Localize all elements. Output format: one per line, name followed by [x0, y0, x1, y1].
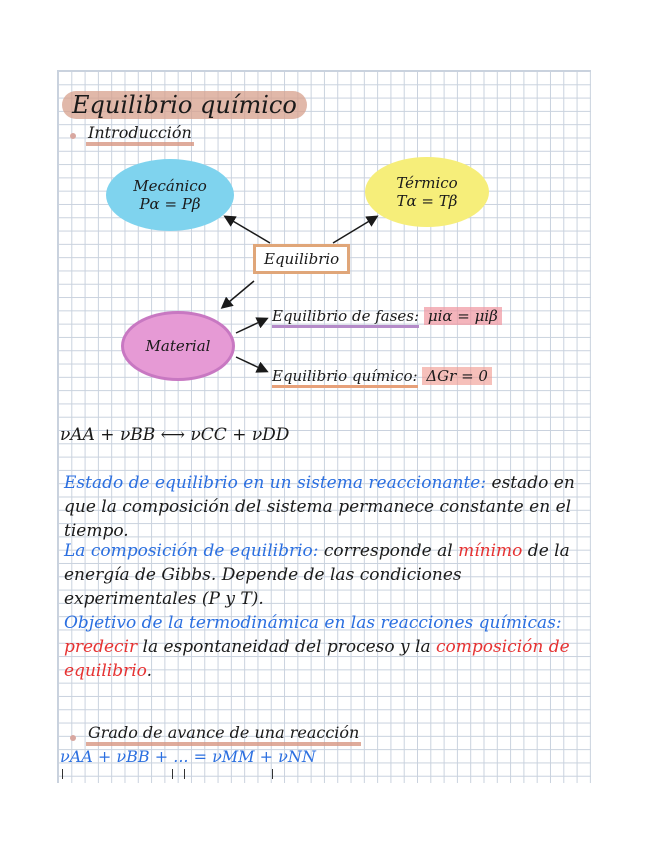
para2-black2: de la energía de Gibbs. Depende de las condiciones experimentales (P y T). [64, 541, 570, 609]
fases-label: Equilibrio de fases: [272, 307, 419, 328]
paragraph-composicion [64, 539, 584, 611]
para2-black1: corresponde al [318, 541, 459, 561]
para1-blue: Estado de equilibrio en un sistema reaccionante: [64, 473, 487, 493]
para3-blue: Objetivo de la termodinámica en las reacciones químicas: [64, 613, 562, 633]
para2-red: mínimo [458, 541, 523, 561]
para3-red2: composición de equilibrio [64, 637, 570, 681]
tick-mark [272, 769, 273, 779]
quimico-label: Equilibrio químico: [272, 367, 418, 388]
notebook-page [57, 70, 591, 783]
termico-formula: Tα = Tβ [396, 192, 458, 210]
paragraph-objetivo [64, 611, 584, 683]
paragraph-estado [64, 471, 584, 543]
para3-black1: la espontaneidad del proceso y la [137, 637, 437, 657]
arrow-to-quimico [236, 357, 266, 371]
para3-red1: predecir [64, 637, 138, 657]
para3-black2: . [146, 661, 152, 681]
mecanico-label: Mecánico [133, 177, 207, 195]
intro-heading: Introducción [86, 123, 194, 146]
tick-mark [172, 769, 173, 779]
reaction-equation: νAA + νBB ⟷ νCC + νDD [60, 425, 290, 445]
mecanico-formula: Pα = Pβ [139, 195, 201, 213]
equilibrio-box: Equilibrio [253, 244, 350, 274]
page-title: Equilibrio químico [62, 91, 307, 119]
reaction-equation-2: νAA + νBB + ... = νMM + νNN [60, 747, 316, 766]
quimico-formula: ΔGr = 0 [422, 367, 492, 385]
arrow-to-mecanico [226, 217, 270, 243]
termico-label: Térmico [396, 174, 458, 192]
para2-blue: La composición de equilibrio: [64, 541, 319, 561]
tick-mark [62, 769, 63, 779]
tick-mark [184, 769, 185, 779]
para1-black: estado en que la composición del sistema permanece constante en el tiempo. [64, 473, 575, 541]
grado-heading: Grado de avance de una reacción [86, 723, 361, 746]
material-label: Material [145, 337, 211, 355]
arrow-to-fases [236, 319, 266, 333]
arrow-to-termico [333, 217, 376, 243]
diagram-arrows [58, 71, 591, 411]
fases-formula: μiα = μiβ [424, 307, 502, 325]
bullet-grado [70, 735, 76, 741]
arrow-to-material [223, 281, 254, 307]
